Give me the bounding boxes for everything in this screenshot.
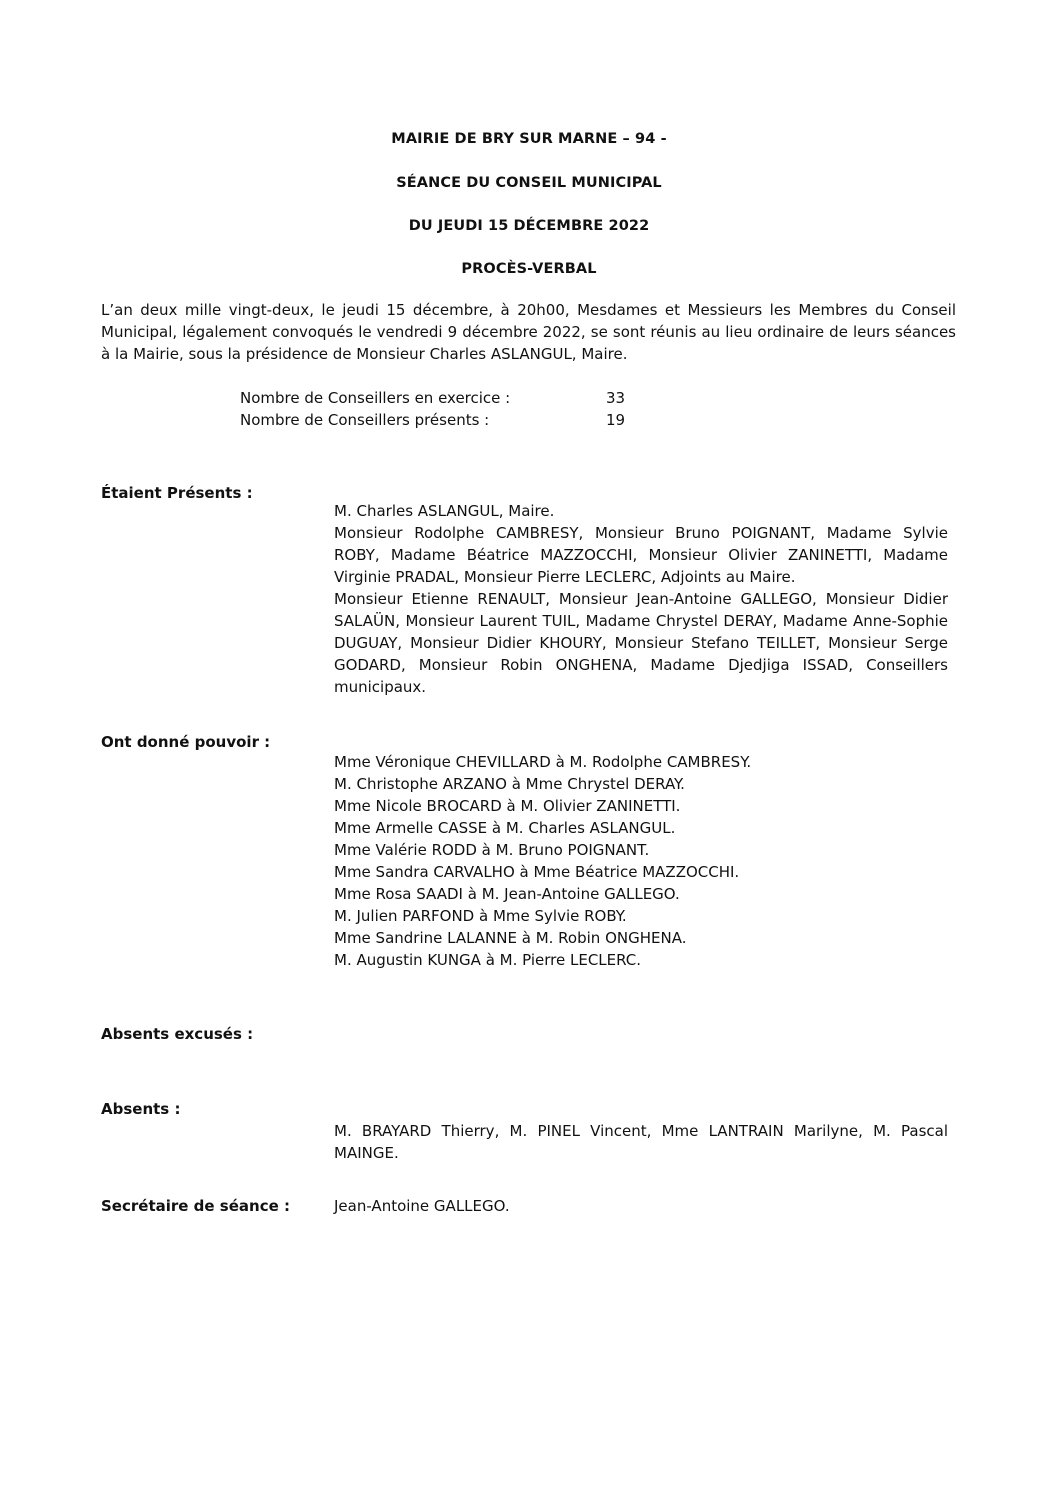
councillors-present-value: 19 bbox=[606, 411, 626, 429]
list-item: Mme Rosa SAADI à M. Jean-Antoine GALLEGO. bbox=[334, 885, 680, 903]
intro-paragraph: L’an deux mille vingt-deux, le jeudi 15 décembre, à 20h00, Mesdames et Messieurs les Membres du Conseil Municipal, légalement convoqués le vendredi 9 décembre 2022, se sont réunis au lieu ordinaire de leurs séances à la Mairie, sous la présidence de Monsieur Charles ASLANGUL, Maire. bbox=[101, 301, 956, 363]
proxies-list bbox=[334, 751, 948, 971]
councillors-present-row bbox=[240, 409, 660, 431]
councillors-present-label: Nombre de Conseillers présents : bbox=[240, 411, 490, 429]
absentees-label: Absents : bbox=[101, 1100, 181, 1118]
date-heading: DU JEUDI 15 DÉCEMBRE 2022 bbox=[408, 218, 650, 234]
list-item: M. Augustin KUNGA à M. Pierre LECLERC. bbox=[334, 951, 642, 969]
councillors-in-office-row bbox=[240, 387, 660, 409]
list-item: Monsieur Etienne RENAULT, Monsieur Jean-Antoine GALLEGO, Monsieur Didier SALAÜN, Monsieur Laurent TUIL, Madame Chrystel DERAY, Madame Anne-Sophie DUGUAY, Monsieur Didier KHOURY, Monsieur Stefano TEILLET, Monsieur Serge GODARD, Monsieur Robin ONGHENA, Madame Djedjiga ISSAD, Conseillers municipaux. bbox=[334, 590, 948, 696]
list-item: Mme Véronique CHEVILLARD à M. Rodolphe CAMBRESY. bbox=[334, 753, 752, 771]
list-item: Mme Sandrine LALANNE à M. Robin ONGHENA. bbox=[334, 929, 687, 947]
list-item: Mme Armelle CASSE à M. Charles ASLANGUL. bbox=[334, 819, 676, 837]
list-item: M. BRAYARD Thierry, M. PINEL Vincent, Mme LANTRAIN Marilyne, M. Pascal MAINGE. bbox=[334, 1122, 948, 1162]
presents-label: Étaient Présents : bbox=[101, 484, 253, 502]
list-item: Monsieur Rodolphe CAMBRESY, Monsieur Bruno POIGNANT, Madame Sylvie ROBY, Madame Béatrice MAZZOCCHI, Monsieur Olivier ZANINETTI, Madame Virginie PRADAL, Monsieur Pierre LECLERC, Adjoints au Maire. bbox=[334, 524, 948, 586]
councillors-in-office-label: Nombre de Conseillers en exercice : bbox=[240, 389, 511, 407]
excused-absentees-label: Absents excusés : bbox=[101, 1025, 254, 1043]
absentees-list bbox=[334, 1120, 948, 1164]
list-item: Mme Valérie RODD à M. Bruno POIGNANT. bbox=[334, 841, 650, 859]
list-item: M. Julien PARFOND à Mme Sylvie ROBY. bbox=[334, 907, 627, 925]
list-item: M. Christophe ARZANO à Mme Chrystel DERAY. bbox=[334, 775, 685, 793]
councillors-in-office-value: 33 bbox=[606, 389, 626, 407]
secretary-name: Jean-Antoine GALLEGO. bbox=[334, 1197, 510, 1215]
session-heading: SÉANCE DU CONSEIL MUNICIPAL bbox=[396, 175, 662, 191]
proxies-label: Ont donné pouvoir : bbox=[101, 733, 271, 751]
town-hall-heading: MAIRIE DE BRY SUR MARNE – 94 - bbox=[391, 131, 667, 147]
list-item: M. Charles ASLANGUL, Maire. bbox=[334, 502, 555, 520]
presents-list bbox=[334, 500, 948, 698]
list-item: Mme Sandra CARVALHO à Mme Béatrice MAZZOCCHI. bbox=[334, 863, 740, 881]
list-item: Mme Nicole BROCARD à M. Olivier ZANINETTI. bbox=[334, 797, 681, 815]
document-type-heading: PROCÈS-VERBAL bbox=[461, 261, 597, 277]
secretary-label: Secrétaire de séance : bbox=[101, 1197, 290, 1215]
